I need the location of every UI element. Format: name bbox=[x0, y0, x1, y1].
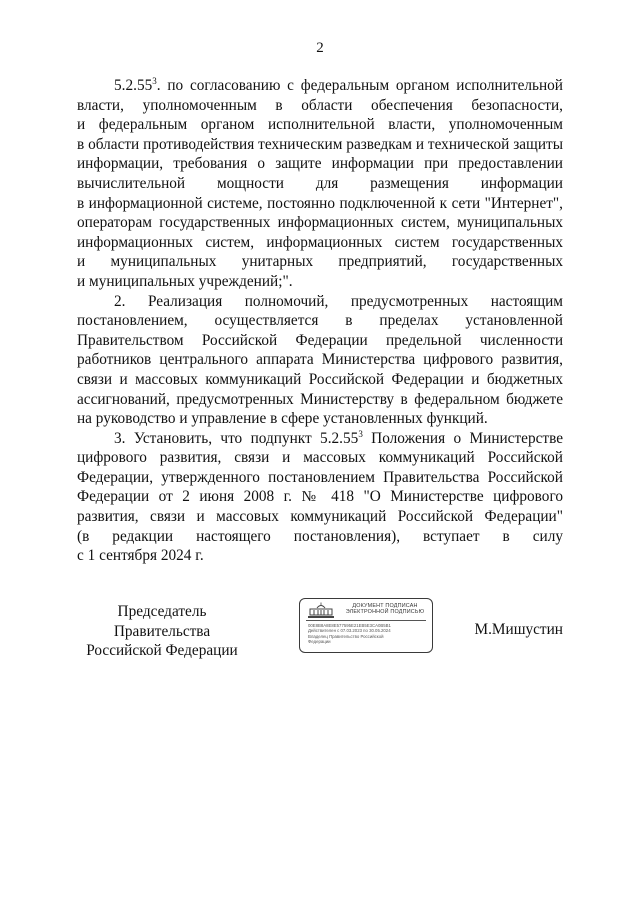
text-line: информации, требования о защите информации при предоставлении bbox=[77, 155, 563, 173]
signer-title-line-1: Председатель Правительства bbox=[113, 603, 211, 640]
stamp-heading-line-1: ДОКУМЕНТ ПОДПИСАН bbox=[352, 603, 418, 609]
text-line: Правительством Российской Федерации предельной численности bbox=[77, 331, 563, 349]
text-segment: Положения о Министерстве bbox=[362, 429, 563, 447]
text-line: в информационной системе, постоянно подключенной к сети "Интернет", bbox=[77, 194, 563, 212]
stamp-validity: Действителен с 07.03.2023 по 30.05.2024 bbox=[308, 628, 391, 634]
signer-title bbox=[81, 602, 243, 661]
text-segment: 3. Установить, что подпункт 5.2.55 bbox=[114, 429, 359, 447]
text-line: ассигнований, предусмотренных Министерству в федеральном бюджете bbox=[77, 390, 563, 408]
text-line: (в редакции настоящего постановления), вступает в силу bbox=[77, 527, 563, 545]
text-line: Федерации от 2 июня 2008 г. № 418 "О Министерстве цифрового bbox=[77, 488, 563, 506]
stamp-heading bbox=[340, 603, 430, 616]
text-line: цифрового развития, связи и массовых коммуникаций Российской bbox=[77, 449, 563, 467]
paragraph-effective-date bbox=[77, 429, 563, 566]
text-line bbox=[77, 429, 563, 449]
text-line: власти, уполномоченным в области обеспечения безопасности, bbox=[77, 96, 563, 114]
text-line: постановлением, осуществляется в пределах установленной bbox=[77, 312, 563, 330]
text-line: в области противодействия техническим разведкам и технической защиты bbox=[77, 135, 563, 153]
government-building-icon bbox=[307, 602, 335, 619]
text-line bbox=[77, 76, 563, 96]
page-number: 2 bbox=[316, 40, 324, 56]
signer-title-line-2: Российской Федерации bbox=[86, 642, 238, 660]
electronic-signature-stamp bbox=[299, 598, 433, 653]
text-segment: . по согласованию с федеральным органом исполнительной bbox=[156, 77, 563, 94]
stamp-heading-line-2: ЭЛЕКТРОННОЙ ПОДПИСЬЮ bbox=[345, 609, 425, 616]
text-line: вычислительной мощности для размещения информации bbox=[77, 174, 563, 192]
text-line: 2. Реализация полномочий, предусмотренных настоящим bbox=[114, 292, 563, 310]
paragraph-implementation bbox=[77, 292, 563, 429]
signature-block bbox=[77, 598, 563, 658]
text-line: на руководство и управление в сфере установленных функций. bbox=[77, 410, 488, 428]
signer-name: М.Мишустин bbox=[474, 621, 563, 638]
stamp-certificate: 00E8B8A8E8E577595E21EB5E3CA0B5B1 bbox=[308, 623, 391, 628]
text-line: информационных систем, информационных систем государственных bbox=[77, 233, 563, 251]
text-line: и муниципальных учреждений;". bbox=[77, 272, 293, 290]
text-line: и федеральным органом исполнительной власти, уполномоченным bbox=[77, 116, 563, 134]
superscript: 3 bbox=[152, 76, 157, 86]
stamp-owner-line-2: Федерации bbox=[308, 639, 331, 645]
text-line: и муниципальных унитарных предприятий, государственных bbox=[77, 253, 563, 271]
text-segment: 5.2.55 bbox=[114, 77, 153, 94]
text-line: работников центрального аппарата Министерства цифрового развития, bbox=[77, 351, 563, 369]
text-line: Федерации, утвержденного постановлением Правительства Российской bbox=[77, 468, 563, 486]
text-line: развития, связи и массовых коммуникаций Российской Федерации" bbox=[77, 508, 563, 526]
stamp-owner-line-1: Владелец Правительство Российской bbox=[308, 633, 384, 639]
document-body bbox=[77, 76, 563, 566]
text-line: операторам государственных информационных систем, муниципальных bbox=[77, 214, 563, 232]
text-line: связи и массовых коммуникаций Российской Федерации и бюджетных bbox=[77, 370, 563, 388]
paragraph-amendment bbox=[77, 76, 563, 292]
stamp-details bbox=[308, 623, 428, 645]
stamp-divider bbox=[306, 620, 426, 621]
text-line: с 1 сентября 2024 г. bbox=[77, 547, 204, 565]
superscript: 3 bbox=[358, 428, 363, 439]
